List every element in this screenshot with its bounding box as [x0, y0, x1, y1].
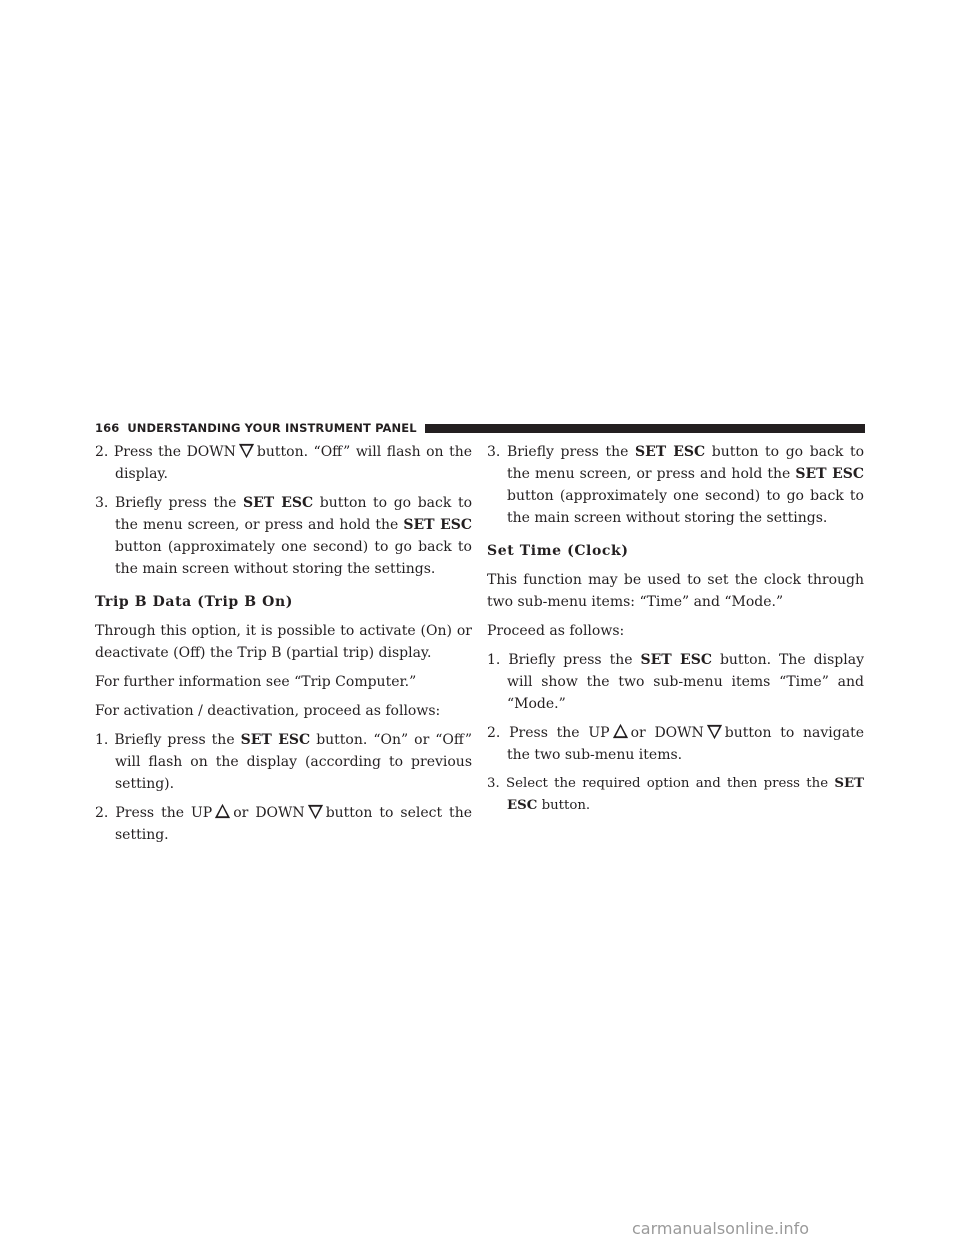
paragraph: This function may be used to set the clock through two sub-menu items: “Time” and “Mode.” [487, 572, 864, 610]
paragraph: For further information see “Trip Computer.” [95, 674, 417, 690]
paragraph: For activation / deactivation, proceed as follows: [95, 703, 441, 719]
section-heading: Trip B Data (Trip B On) [95, 594, 293, 610]
list-item: 2. Press the DOWN button. “Off” will flash on the display. [95, 441, 472, 485]
list-item: 1. Briefly press the SET ESC button. “On” or “Off” will flash on the display (according to previous setting). [95, 732, 473, 792]
header-rule [425, 424, 865, 433]
down-arrow-icon [705, 722, 724, 741]
page-number: 166 [95, 421, 120, 435]
paragraph: Proceed as follows: [487, 623, 625, 639]
paragraph: Through this option, it is possible to activate (On) or deactivate (Off) the Trip B (partial trip) display. [95, 623, 472, 661]
up-arrow-icon [611, 722, 630, 741]
list-item: 3. Briefly press the SET ESC button to go back to the menu screen, or press and hold the SET ESC button (approximately one second) to go back to the main screen without storing the settings. [487, 444, 865, 526]
section-heading: Set Time (Clock) [487, 543, 629, 559]
list-item: 3. Briefly press the SET ESC button to go back to the menu screen, or press and hold the SET ESC button (approximately one second) to go back to the main screen without storing the settings. [95, 495, 473, 577]
down-arrow-icon [237, 441, 256, 460]
right-column [487, 441, 864, 824]
page-header [95, 420, 865, 436]
list-item: 3. Select the required option and then press the SET ESC button. [487, 776, 864, 813]
watermark: carmanualsonline.info [632, 1219, 810, 1238]
up-arrow-icon [213, 802, 232, 821]
section-title: UNDERSTANDING YOUR INSTRUMENT PANEL [127, 421, 417, 435]
list-item: 2. Press the UP or DOWN button to navigate the two sub-menu items. [487, 722, 864, 766]
down-arrow-icon [306, 802, 325, 821]
list-item: 2. Press the UP or DOWN button to select the setting. [95, 802, 472, 846]
list-item: 1. Briefly press the SET ESC button. The display will show the two sub-menu items “Time” and “Mode.” [487, 652, 864, 712]
left-column [95, 441, 472, 853]
